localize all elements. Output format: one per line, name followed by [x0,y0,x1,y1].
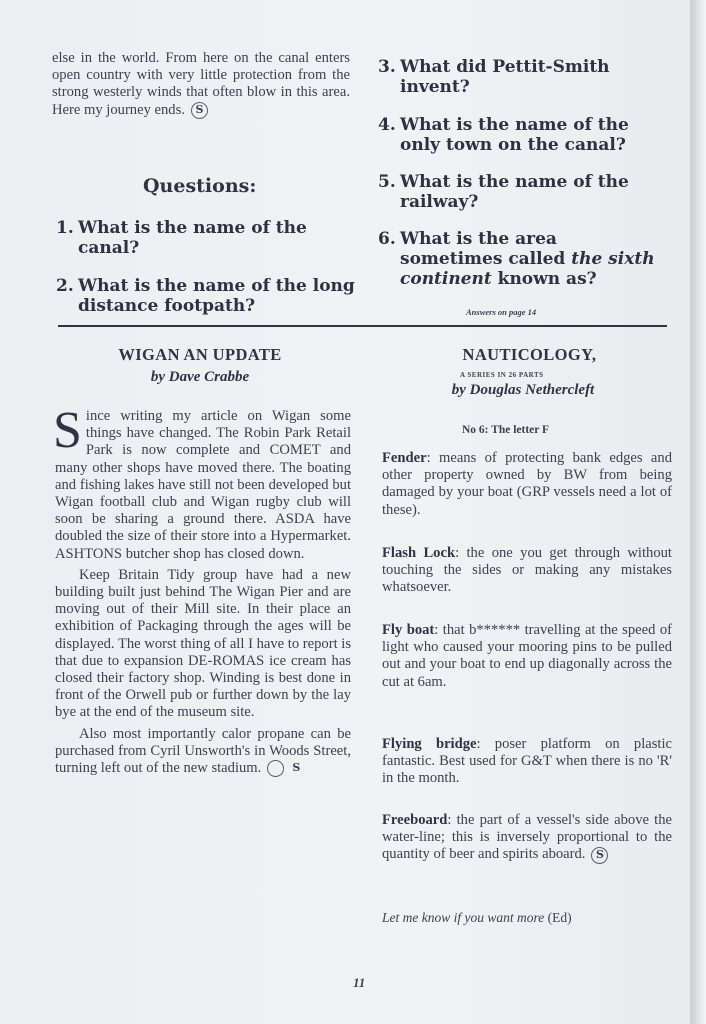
glossary-definition: : the part of a vessel's side above the water-line; this is inversely proportional to the quantity of beer and spirits aboard. [382,812,672,863]
paragraph-text: Also most importantly calor propane can be purchased from Cyril Unsworth's in Woods Street, turning left out of the new stadium. [55,725,351,777]
wigan-article-body [53,402,352,781]
editor-note [382,910,572,926]
question-6 [378,229,663,289]
question-1 [56,218,356,258]
intro-paragraph [52,50,350,119]
glossary-term: Flash Lock [382,545,456,561]
question-number: 3. [378,57,396,77]
glossary-entry [382,545,672,597]
paragraph-text: Keep Britain Tidy group have had a new building built just behind The Wigan Pier and are moving out of their Mill site. In their place an exhibition of Packaging through the ages will be displayed. The worst thing of all I have to report is that due to expansion DE-ROMAS ice cream has closed their factory shop. Winding is best done in front of the Orwell pub or further down by the lay bye at the end of the museum site. [55,566,352,721]
page-number: 11 [353,975,366,990]
glossary-term: Freeboard [382,812,448,828]
editor-tag: (Ed) [547,910,572,925]
wigan-paragraph-1 [53,402,351,563]
question-text: What is the name of the only town on the canal? [400,115,629,155]
nauticology-title: NAUTICOLOGY, [462,345,597,364]
section-divider [58,325,667,327]
drop-cap: S [53,402,82,459]
question-text-end: known as? [491,269,597,289]
questions-heading: Questions: [143,175,257,197]
question-number: 2. [56,276,74,296]
glossary-term: Flying bridge [382,736,477,752]
question-number: 4. [378,115,396,135]
paragraph-text: ince writing my article on Wigan some things have changed. The Robin Park Retail Park is now complete and COMET and many other shops have moved there. The boating and fishing lakes have still not been developed but Wigan football club and Wigan rugby club will soon be sharing a ground there. ASDA have doubled the size of their store into a Hypermarket. ASHTONS butcher shop has closed down. [55,408,351,562]
glossary-definition: : poser platform on plastic fantastic. Best used for G&T when there is no 'R' in the month. [382,736,672,787]
question-5 [378,172,668,212]
book-spine-edge [690,0,706,1024]
intro-text: else in the world. From here on the canal enters open country with very little protection from the strong westerly winds that often blow in this area. Here my journey ends. [52,50,350,118]
wigan-byline: by Dave Crabbe [150,369,250,385]
question-text: What is the name of the canal? [78,218,307,258]
glossary-entry [382,450,672,519]
section-end-mark: S [191,102,208,119]
glossary-term: Fly boat [382,622,435,638]
question-number: 1. [56,218,74,238]
question-text-start: What is the area sometimes called [400,229,572,269]
glossary-definition: : that b****** travelling at the speed of light who caused your mooring pins to be pulled out and your boat to end up diagonally across the cut at 6am. [382,622,673,690]
section-end-mark: S [267,760,284,777]
question-text: What is the name of the railway? [400,172,629,212]
section-end-mark: S [591,847,608,864]
nauticology-subhead: No 6: The letter F [462,424,550,436]
question-text: What is the name of the long distance footpath? [78,276,355,316]
glossary-term: Fender [382,450,427,466]
editor-note-text: Let me know if you want more [382,910,545,925]
glossary-entry [382,812,672,864]
glossary-entry [382,736,672,788]
question-3 [378,57,668,97]
question-text [378,229,663,289]
glossary-definition: : means of protecting bank edges and other property owned by BW from being damaged by your boat (GRP vessels need a lot of these). [382,450,672,518]
series-tag: A SERIES IN 26 PARTS [460,371,544,379]
question-text: What did Pettit-Smith invent? [400,57,610,97]
question-4 [378,115,668,155]
question-number: 5. [378,172,396,192]
question-number: 6. [378,229,396,249]
answers-note: Answers on page 14 [466,307,537,317]
nauticology-byline: by Douglas Nethercleft [451,382,595,398]
glossary-definition: : the one you get through without touching the sides or making any mistakes whatsoever. [382,545,672,596]
glossary-entry [382,622,672,691]
wigan-paragraph-3 [55,726,351,778]
question-text-emphasis: the sixth continent [400,249,655,289]
wigan-article-title: WIGAN AN UPDATE [118,345,282,364]
wigan-paragraph-2 [55,567,351,722]
question-2 [56,276,356,316]
